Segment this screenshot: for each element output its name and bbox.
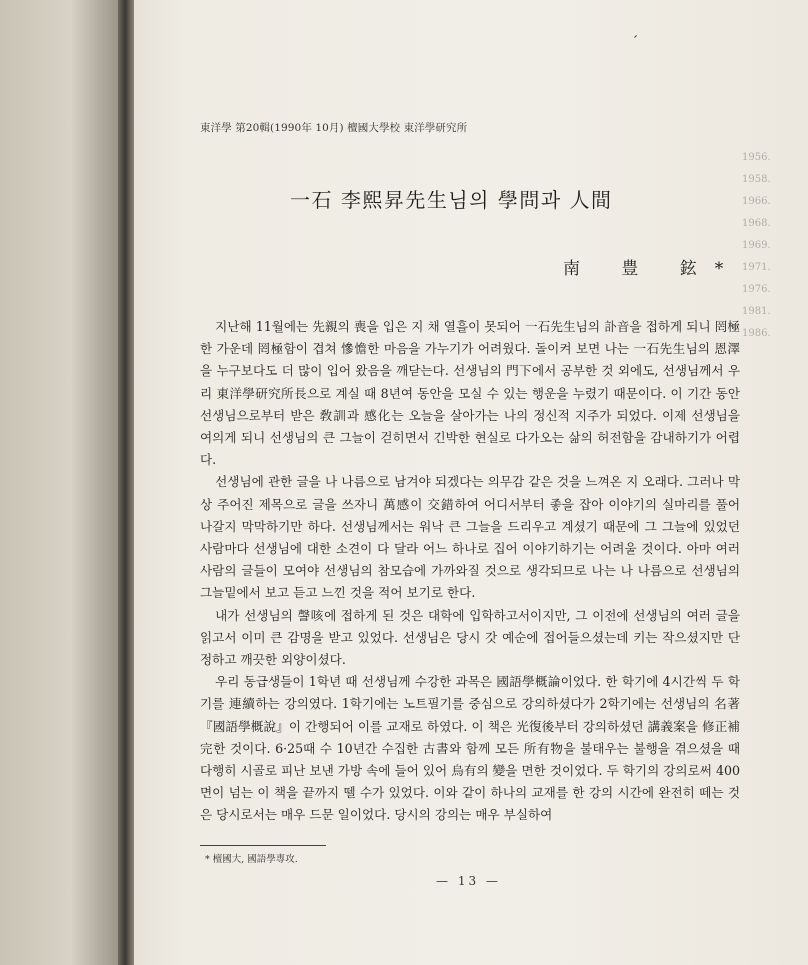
journal-header: 東洋學 第20輯(1990年 10月) 檀國大學校 東洋學研究所 bbox=[200, 122, 468, 134]
body-paragraph: 선생님에 관한 글을 나 나름으로 남겨야 되겠다는 의무감 같은 것을 느껴온 지 오래다. 그러나 막상 주어진 제목으로 글을 쓰자니 萬感이 交錯하여 어디서부터 좋을 잡아 이야기의 실마리를 풀어 나갈지 막막하기만 하다. 선생님께서는 워낙 큰 그늘을 드리우고 계셨기 때문에 그 그늘에 있었던 사람마다 선생님에 대한 소견이 다 달라 어느 하나로 집어 이야기하기는 어려울 것이다. 아마 여러 사람의 글들이 모여야 선생님의 참모습에 가까와질 것으로 생각되므로 나는 나 나름으로 선생님의 그늘밑에서 보고 듣고 느낀 것을 적어 보기로 한다. bbox=[200, 474, 740, 601]
article-body bbox=[200, 316, 740, 827]
page-number: — 13 — bbox=[436, 874, 501, 888]
book-spine bbox=[118, 0, 134, 965]
show-through-text: 1956. 1958. 1966. 1968. 1969. 1971. 1976. 1981. 1986. bbox=[742, 152, 771, 339]
article-title: 一石 李熙昇先生님의 學問과 人間 bbox=[290, 188, 613, 212]
body-paragraph: 우리 동급생들이 1학년 때 선생님께 수강한 과목은 國語學概論이었다. 한 학기에 4시간씩 두 학기를 連續하는 강의였다. 1학기에는 노트필기를 중심으로 강의하셨다가 2학기에는 선생님의 名著『國語學概說』이 간행되어 이를 교재로 하였다. 이 책은 光復後부터 강의하셨던 講義案을 修正補完한 것이다. 6·25때 수 10년간 수집한 古書와 함께 모든 所有物을 불태우는 불행을 겪으셨을 때 다행히 시골로 피난 보낸 가방 속에 들어 있어 烏有의 變을 면한 것이었다. 두 학기의 강의로써 400면이 넘는 이 책을 끝까지 뗄 수가 있었다. 이와 같이 하나의 교재를 한 강의 시간에 완전히 떼는 것은 당시로서는 매우 드문 일이었다. 당시의 강의는 매우 부실하여 bbox=[200, 674, 740, 823]
footnote-rule bbox=[200, 845, 326, 846]
body-paragraph: 지난해 11월에는 先親의 喪을 입은 지 채 열흘이 못되어 一石先生님의 訃音을 접하게 되니 罔極한 가운데 罔極함이 겹쳐 慘憺한 마음을 가누기가 어려웠다. 돌이켜 보면 나는 一石先生님의 恩澤을 누구보다도 더 많이 입어 왔음을 깨닫는다. 선생님의 門下에서 공부한 것 외에도, 선생님께서 우리 東洋學研究所長으로 계실 때 8년여 동안을 모실 수 있는 행운을 누렸기 때문이다. 이 기간 동안 선생님으로부터 받은 敎訓과 感化는 오늘을 살아가는 나의 정신적 지주가 되었다. 이제 선생님을 여의게 되니 선생님의 큰 그늘이 걷히면서 긴박한 현실로 다가오는 삶의 허전함을 감내하기가 어렵다. bbox=[200, 319, 740, 468]
facing-page bbox=[0, 0, 128, 965]
footnote: * 檀國大, 國語學專攻. bbox=[205, 854, 298, 865]
body-paragraph: 내가 선생님의 謦咳에 접하게 된 것은 대학에 입학하고서이지만, 그 이전에 선생님의 여러 글을 읽고서 이미 큰 감명을 받고 있었다. 선생님은 당시 갓 예순에 접어들으셨는데 키는 작으셨지만 단정하고 깨끗한 외양이셨다. bbox=[200, 607, 740, 668]
article-author: 南 豊 鉉* bbox=[563, 259, 742, 279]
